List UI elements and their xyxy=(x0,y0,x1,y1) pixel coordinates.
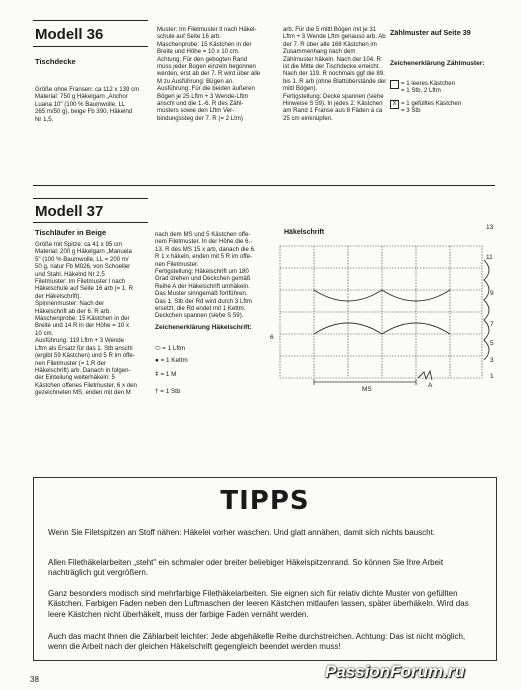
row-num-13: 13 xyxy=(486,224,494,231)
row-num-11: 11 xyxy=(486,254,493,261)
row-num-1: 1 xyxy=(490,373,494,380)
legend-filled-box: X xyxy=(390,100,399,109)
modell36-title: Modell 36 xyxy=(35,26,104,43)
row-num-5: 5 xyxy=(490,340,494,347)
tips-paragraph-4: Auch das macht Ihnen die Zählarbeit leichter: Jede abgehäkelte Reihe durchstreichen. Achtung: Das ist nicht möglich, wenn die Arbeit nach der gleichen Häkelschrift gegengleich beendet werden muss! xyxy=(48,632,466,652)
chart-title: Häkelschrift xyxy=(284,229,325,236)
page-number: 38 xyxy=(30,675,39,684)
row-label-a: A xyxy=(428,382,433,389)
lftm-icon: ⬭ xyxy=(155,345,161,352)
modell37-title: Modell 37 xyxy=(35,203,104,220)
modell36-legend-title: Zeichenerklärung Zählmuster: xyxy=(390,60,485,67)
legend-empty-text: = 1 leeres Kästchen = 1 Stb, 2 Lftm xyxy=(401,80,456,95)
rule-mid-m37 xyxy=(33,222,148,223)
row-num-3: 3 xyxy=(490,357,494,364)
row-num-9: 9 xyxy=(490,290,494,297)
row-num-7: 7 xyxy=(490,321,494,328)
stb-icon: † xyxy=(155,388,159,395)
modell36-subtitle: Tischdecke xyxy=(35,57,76,66)
sym-kettm-row: ● = 1 Kettm xyxy=(155,357,188,364)
modell36-col2: Muster: Im Filetmuster lt nach Häkel- schule auf Seite 16 arb. Maschenprobe: 15 Kästchen in der Breite und Höhe = 10 x 10 cm. Achtung: Für den gebogten Rand muss jeder Bogen einzeln begonnen werden, erst ab der 7. R wird über alle M zu Ausführung: Bügen an. Ausführung: Für die beiden äußeren Bögen je 25 Lftm + 3 Wende-Lftm anschl und die 1.-6. R des Zähl- musters sowie den Lftm Ver- bindungssteg der 7. R (= 2 Ltm) xyxy=(157,26,261,122)
tips-title: TIPPS xyxy=(220,486,310,516)
tips-paragraph-3: Ganz besonders modisch sind mehrfarbige Filethäkelarbeiten. Sie eignen sich für relativ dichte Muster von gefüllten Kästchen. Farbigen Faden neben den Luftmaschen der leeren Kästchen mitlaufen lassen, später überhäkeln. Wird das leere Kästchen nicht überhäkelt, muss der farbige Faden vernäht werden. xyxy=(48,589,469,619)
section-divider xyxy=(33,185,495,186)
tips-paragraph-1: Wenn Sie Filetspitzen an Stoff nähen: Häkelei vorher waschen. Und glatt annähen, damit sich nichts bauscht. xyxy=(48,528,436,537)
rule-top-m37 xyxy=(33,198,148,199)
sym-stb-row: † = 1 Stb xyxy=(155,388,181,395)
modell37-col1: Größe mit Spitze: ca 41 x 95 cm Material: 200 g Häkelgarn „Manuela 5" (100 % Baumwolle, LL = 200 m/ 50 g, natur Fb M026, von Schoeller und Stahl, Häkelnd Nr 2,5 Filetmuster: Im Filetmuster l nach Häkelschule auf Seite 16 arb (= 1. R der Häkelschrift). Spinnenmuster: Nach der Häkelschrift ab der 6. R arb. Maschenprobe: 15 Kästchen in der Breite und 14 R in der Höhe = 10 x 10 cm. Ausführung: 119 Lftm + 3 Wende Lftm als Ersatz für das 1. Stb anschl (ergibt 59 Kästchen) und 5 R im offe- nen Filetmuster (= 1.R der Häkelschrift) arb. Danach in folgen- der Einteilung weiterhäkeln: 5 Kästchen offenes Filetmuster, 6 x den gezeichneten MS, enden mit den M xyxy=(35,241,137,397)
modell37-col2: nach dem MS und 5 Kästchen offe- nem Filetmuster. In der Höhe die 6.- 13. R des MS 15 x arb, danach die 6. R 1 x häkeln, enden mit 5 R im offe- nen Filetmuster. Fertigstellung: Häkelschrift um 180 Grad drehen und Deckchen gemäß Reihe A der Häkelschrift umhäkeln. Das Muster sinngemäß fortführen. Das 1. Stb der Rd wird durch 3 Lftm ersetzt, die Rd endet mit 1 Kettm. Deckchen spannen (siehe S 59). xyxy=(155,231,256,320)
tips-box xyxy=(33,477,497,661)
modell36-right-title: Zählmuster auf Seite 39 xyxy=(390,28,471,37)
modell36-col1: Größe ohne Fransen: ca 112 x 139 cm Material: 750 g Häkelgarn „Anchor Luana 10" (100 % Baumwolle, LL 265 m/50 g), beige Fb 390, Häkelnd Nr 1,5. xyxy=(35,86,140,123)
rule-top-m36 xyxy=(33,20,148,21)
modell36-col3: arb. Für die 5 mittl Bögen mit je 31 Lftm + 3 Wende Lftm genauso arb. Ab der 7. R über alle 168 Kästchen im Zusammenhang nach dem Zählmuster häkeln. Nach der 104. R ist die Mitte der Tischdecke erreicht. Nach der 119. R nochmals ggf die 89. bis 1. R arb (ohne Blattüberstände der mittl Bögen). Fertigstellung: Decke spannen (siehe Hinweise S 59). In jedes 2. Kästchen am Rand 1 Franse aus 8 Fäden à ca 25 cm einknüpfen. xyxy=(283,26,387,122)
legend-filled-text: = 1 gefülltes Kästchen = 3 Stb xyxy=(401,100,462,115)
rule-mid-m36 xyxy=(33,46,148,47)
kettm-icon: ● xyxy=(155,357,159,364)
chart-label-ms: MS xyxy=(362,386,372,393)
sym-lftm-row: ⬭ = 1 Lftm xyxy=(155,345,186,352)
modell37-subtitle: Tischläufer in Beige xyxy=(35,228,107,237)
watermark: PassionForum.ru xyxy=(325,662,465,681)
crochet-chart xyxy=(268,240,508,400)
sym-m-row: ǂ = 1 M xyxy=(155,371,177,378)
modell37-legend-title: Zeichenerklärung Häkelschrift: xyxy=(155,324,252,331)
row-num-6: 6 xyxy=(270,334,274,341)
tips-paragraph-2: Allen Filethäkelarbeiten „steht" ein schmaler oder breiter beliebiger Häkelspitzenrand. So können Sie Ihre Arbeit nachträglich gut vergrößern. xyxy=(48,558,444,578)
legend-empty-box xyxy=(390,80,399,89)
chart-grid xyxy=(280,246,489,385)
m-icon: ǂ xyxy=(155,371,159,378)
